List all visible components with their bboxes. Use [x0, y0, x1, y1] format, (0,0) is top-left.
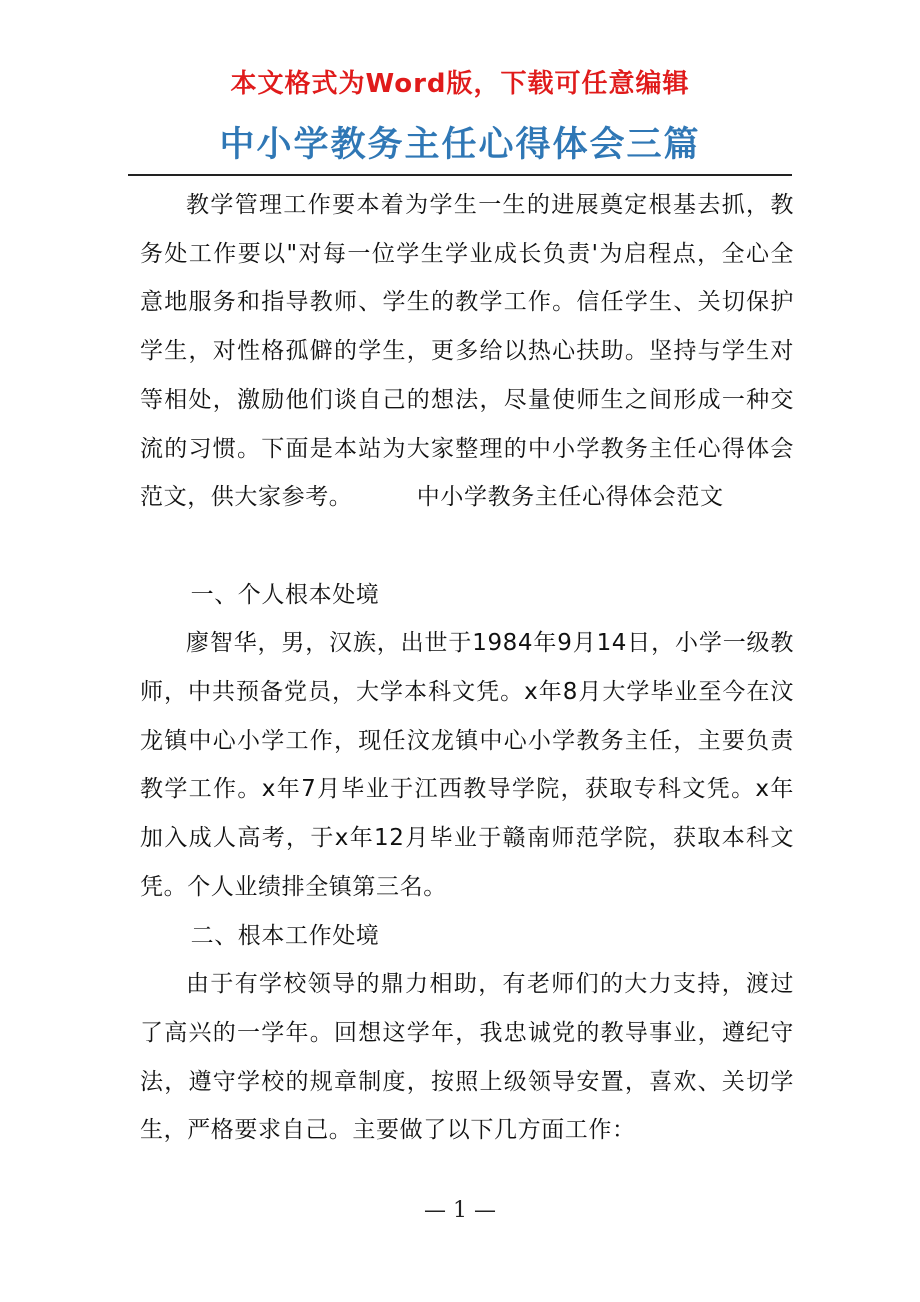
work-paragraph: 由于有学校领导的鼎力相助，有老师们的大力支持，渡过了高兴的一学年。回想这学年，我忠诚党的教导事业，遵纪守法，遵守学校的规章制度，按照上级领导安置，喜欢、关切学生，严格要求自己。主要做了以下几方面工作： [140, 971, 794, 1144]
personal-info-paragraph: 廖智华，男，汉族，出世于1984年9月14日，小学一级教师，中共预备党员，大学本科文凭。x年8月大学毕业至今在汶龙镇中心小学工作，现任汶龙镇中心小学教务主任，主要负责教学工作。x年7月毕业于江西教导学院，获取专科文凭。x年加入成人高考，于x年12月毕业于赣南师范学院，获取本科文凭。个人业绩排全镇第三名。 [140, 630, 794, 900]
section-heading-work: 二、根本工作处境 [190, 922, 380, 949]
intro-paragraph [140, 181, 794, 522]
document-title: 中小学教务主任心得体会三篇 [219, 124, 701, 165]
paragraph-gap [140, 522, 794, 571]
page-number: — 1 — [424, 1198, 496, 1223]
intro-text: 教学管理工作要本着为学生一生的进展奠定根基去抓，教务处工作要以"对每一位学生学业成长负责'为启程点，全心全意地服务和指导教师、学生的教学工作。信任学生、关切保护学生，对性格孤僻的学生，更多给以热心扶助。坚持与学生对等相处，激励他们谈自己的想法，尽量使师生之间形成一种交流的习惯。下面是本站为大家整理的中小学教务主任心得体会范文，供大家参考。 [140, 192, 794, 511]
title-divider [128, 174, 792, 176]
document-body [140, 181, 794, 1155]
section-heading-personal: 一、个人根本处境 [190, 581, 380, 608]
intro-tail-text: 中小学教务主任心得体会范文 [416, 484, 724, 511]
download-notice: 本文格式为Word版，下载可任意编辑 [230, 69, 690, 99]
